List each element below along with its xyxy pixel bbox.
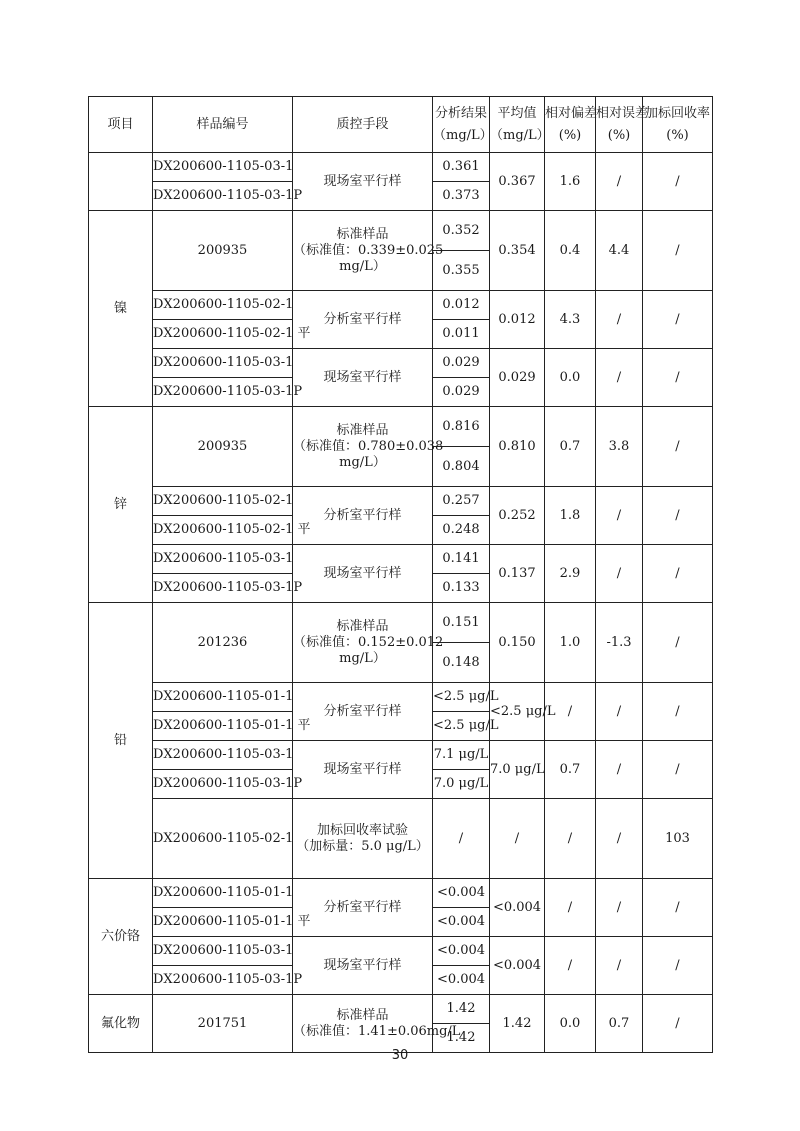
sample-no-cell: DX200600-1105-02-1	[153, 487, 293, 516]
qc-data-table	[88, 96, 713, 1053]
average-cell: 0.810	[490, 407, 545, 487]
rel-err-cell: 3.8	[596, 407, 643, 487]
average-cell: 1.42	[490, 995, 545, 1053]
method-line: （标准值：1.41±0.06mg/L	[293, 1023, 461, 1039]
recovery-cell: /	[643, 741, 713, 799]
result-cell: 0.133	[433, 574, 490, 603]
average-cell: 0.252	[490, 487, 545, 545]
sample-no-cell: DX200600-1105-03-1	[153, 741, 293, 770]
average-cell: 0.150	[490, 603, 545, 683]
table-row	[89, 349, 713, 378]
header-rel-dev-label: 相对偏差	[545, 105, 598, 121]
average-cell: <0.004	[490, 879, 545, 937]
rel-dev-cell: /	[545, 683, 596, 741]
rel-dev-cell: 1.6	[545, 153, 596, 211]
sample-no-cell: DX200600-1105-02-1 平	[153, 516, 293, 545]
recovery-cell: /	[643, 995, 713, 1053]
rel-err-cell: /	[596, 879, 643, 937]
result-cell: /	[433, 799, 490, 879]
sample-no-cell: DX200600-1105-02-1 平	[153, 320, 293, 349]
rel-err-cell: /	[596, 937, 643, 995]
result-cell: 0.257	[433, 487, 490, 516]
result-cell: <0.004	[433, 908, 490, 937]
rel-err-cell: -1.3	[596, 603, 643, 683]
table-row	[89, 545, 713, 574]
sample-no-cell: DX200600-1105-03-1P	[153, 770, 293, 799]
header-result-label: 分析结果	[434, 105, 487, 121]
recovery-cell: /	[643, 487, 713, 545]
rel-err-cell: /	[596, 741, 643, 799]
sample-no-cell: DX200600-1105-02-1	[153, 799, 293, 879]
recovery-cell: /	[643, 291, 713, 349]
header-recovery-unit: (%)	[666, 127, 689, 143]
header-average-unit: （mg/L）	[490, 127, 550, 143]
result-cell: 0.148	[433, 643, 490, 683]
table-row	[89, 741, 713, 770]
header-average-label: 平均值	[497, 105, 537, 121]
rel-err-cell: /	[596, 545, 643, 603]
header-qc-method: 质控手段	[293, 97, 433, 153]
sample-no-cell: 201751	[153, 995, 293, 1053]
result-cell: 7.1 μg/L	[433, 741, 490, 770]
method-line: 标准样品	[336, 422, 389, 438]
sample-no-cell: DX200600-1105-03-1P	[153, 378, 293, 407]
rel-err-cell: 0.7	[596, 995, 643, 1053]
result-cell: 7.0 μg/L	[433, 770, 490, 799]
rel-dev-cell: 0.0	[545, 995, 596, 1053]
result-cell: <0.004	[433, 966, 490, 995]
sample-no-cell: DX200600-1105-02-1	[153, 291, 293, 320]
result-cell: 0.029	[433, 349, 490, 378]
sample-no-cell: DX200600-1105-03-1P	[153, 182, 293, 211]
table-row	[89, 153, 713, 182]
result-cell: 0.151	[433, 603, 490, 643]
method-line: mg/L）	[339, 650, 386, 666]
result-cell: <0.004	[433, 937, 490, 966]
recovery-cell: /	[643, 879, 713, 937]
sample-no-cell: DX200600-1105-03-1	[153, 937, 293, 966]
sample-no-cell: DX200600-1105-01-1 平	[153, 712, 293, 741]
result-cell: 0.248	[433, 516, 490, 545]
header-average	[490, 97, 550, 153]
rel-dev-cell: 0.0	[545, 349, 596, 407]
rel-err-cell: /	[596, 291, 643, 349]
sample-no-cell: DX200600-1105-01-1 平	[153, 908, 293, 937]
sample-no-cell: DX200600-1105-03-1	[153, 545, 293, 574]
method-line: 标准样品	[336, 226, 389, 242]
element-cell-nickel: 镍	[89, 211, 153, 407]
sample-no-cell: 201236	[153, 603, 293, 683]
element-cell-hexavalent-chromium: 六价铬	[89, 879, 153, 995]
qc-method-cell	[293, 603, 444, 683]
result-cell: 0.361	[433, 153, 490, 182]
rel-dev-cell: 0.7	[545, 741, 596, 799]
table-row	[89, 937, 713, 966]
rel-dev-cell: 0.4	[545, 211, 596, 291]
rel-err-cell: /	[596, 153, 643, 211]
table-row	[89, 683, 713, 712]
rel-err-cell: 4.4	[596, 211, 643, 291]
method-line: mg/L）	[339, 454, 386, 470]
header-relative-error	[596, 97, 649, 153]
header-item: 项目	[89, 97, 153, 153]
recovery-cell: /	[643, 545, 713, 603]
qc-method-cell	[293, 799, 433, 879]
table-row	[89, 879, 713, 908]
result-cell: <2.5 μg/L	[433, 712, 490, 741]
rel-dev-cell: 2.9	[545, 545, 596, 603]
average-cell: /	[490, 799, 545, 879]
qc-method-cell: 现场室平行样	[293, 545, 433, 603]
recovery-cell: /	[643, 603, 713, 683]
table-row	[89, 407, 713, 447]
element-cell-zinc: 锌	[89, 407, 153, 603]
method-line: （标准值：0.780±0.038	[293, 438, 444, 454]
sample-no-cell: DX200600-1105-01-1	[153, 879, 293, 908]
rel-dev-cell: 4.3	[545, 291, 596, 349]
average-cell: 0.367	[490, 153, 545, 211]
qc-method-cell: 现场室平行样	[293, 741, 433, 799]
qc-method-cell: 分析室平行样	[293, 879, 433, 937]
header-rel-err-label: 相对误差	[596, 105, 649, 121]
sample-no-cell: DX200600-1105-03-1	[153, 349, 293, 378]
result-cell: <2.5 μg/L	[433, 683, 490, 712]
result-cell: 0.804	[433, 447, 490, 487]
result-cell: 0.355	[433, 251, 490, 291]
method-line: 标准样品	[336, 618, 389, 634]
rel-err-cell: /	[596, 683, 643, 741]
rel-err-cell: /	[596, 799, 643, 879]
average-cell: 7.0 μg/L	[490, 741, 545, 799]
table-row	[89, 995, 713, 1024]
header-recovery	[643, 97, 713, 153]
recovery-cell: /	[643, 407, 713, 487]
method-line: mg/L）	[339, 258, 386, 274]
method-line: （加标量：5.0 μg/L）	[296, 838, 429, 854]
rel-dev-cell: 1.8	[545, 487, 596, 545]
element-cell-lead: 铅	[89, 603, 153, 879]
header-sample-no: 样品编号	[153, 97, 293, 153]
header-row	[89, 97, 713, 153]
rel-err-cell: /	[596, 349, 643, 407]
average-cell: 0.354	[490, 211, 545, 291]
qc-method-cell: 分析室平行样	[293, 487, 433, 545]
result-cell: 0.141	[433, 545, 490, 574]
table-row	[89, 211, 713, 251]
table-row	[89, 799, 713, 839]
recovery-cell: /	[643, 153, 713, 211]
header-result-unit: （mg/L）	[433, 127, 493, 143]
recovery-cell: /	[643, 683, 713, 741]
header-rel-dev-unit: (%)	[558, 127, 582, 143]
method-line: （标准值：0.152±0.012	[293, 634, 444, 650]
table-row	[89, 487, 713, 516]
average-cell: <0.004	[490, 937, 545, 995]
result-cell: 1.42	[433, 995, 490, 1024]
header-relative-deviation	[545, 97, 596, 153]
table-row	[89, 603, 713, 643]
result-cell: 0.029	[433, 378, 490, 407]
qc-method-cell: 现场室平行样	[293, 349, 433, 407]
method-line: 加标回收率试验	[316, 822, 408, 838]
result-cell: 0.012	[433, 291, 490, 320]
result-cell: 1.42	[433, 1024, 490, 1053]
average-cell: 0.029	[490, 349, 545, 407]
qc-method-cell	[293, 407, 444, 487]
sample-no-cell: 200935	[153, 211, 293, 291]
qc-method-cell: 分析室平行样	[293, 683, 433, 741]
page-number: 30	[391, 1048, 409, 1063]
qc-method-cell: 现场室平行样	[293, 937, 433, 995]
header-result	[433, 97, 493, 153]
rel-dev-cell: 1.0	[545, 603, 596, 683]
average-cell: <2.5 μg/L	[490, 683, 545, 741]
recovery-cell: /	[643, 349, 713, 407]
rel-err-cell: /	[596, 487, 643, 545]
header-recovery-label: 加标回收率	[644, 105, 710, 121]
rel-dev-cell: /	[545, 879, 596, 937]
sample-no-cell: DX200600-1105-03-1	[153, 153, 293, 182]
average-cell: 0.137	[490, 545, 545, 603]
header-rel-err-unit: (%)	[607, 127, 631, 143]
recovery-cell: /	[643, 211, 713, 291]
sample-no-cell: DX200600-1105-03-1P	[153, 574, 293, 603]
method-line: 标准样品	[336, 1007, 389, 1023]
sample-no-cell: DX200600-1105-01-1	[153, 683, 293, 712]
qc-method-cell: 分析室平行样	[293, 291, 433, 349]
rel-dev-cell: /	[545, 937, 596, 995]
method-line: （标准值：0.339±0.025	[293, 242, 444, 258]
result-cell: <0.004	[433, 879, 490, 908]
result-cell: 0.816	[433, 407, 490, 447]
rel-dev-cell: /	[545, 799, 596, 879]
result-cell: 0.373	[433, 182, 490, 211]
recovery-cell: /	[643, 937, 713, 995]
sample-no-cell: 200935	[153, 407, 293, 487]
qc-method-cell	[293, 211, 444, 291]
sample-no-cell: DX200600-1105-03-1P	[153, 966, 293, 995]
result-cell: 0.011	[433, 320, 490, 349]
element-cell-blank	[89, 153, 153, 211]
result-cell: 0.352	[433, 211, 490, 251]
table-row	[89, 291, 713, 320]
element-cell-fluoride: 氟化物	[89, 995, 153, 1053]
rel-dev-cell: 0.7	[545, 407, 596, 487]
recovery-cell: 103	[643, 799, 713, 879]
average-cell: 0.012	[490, 291, 545, 349]
qc-method-cell: 现场室平行样	[293, 153, 433, 211]
